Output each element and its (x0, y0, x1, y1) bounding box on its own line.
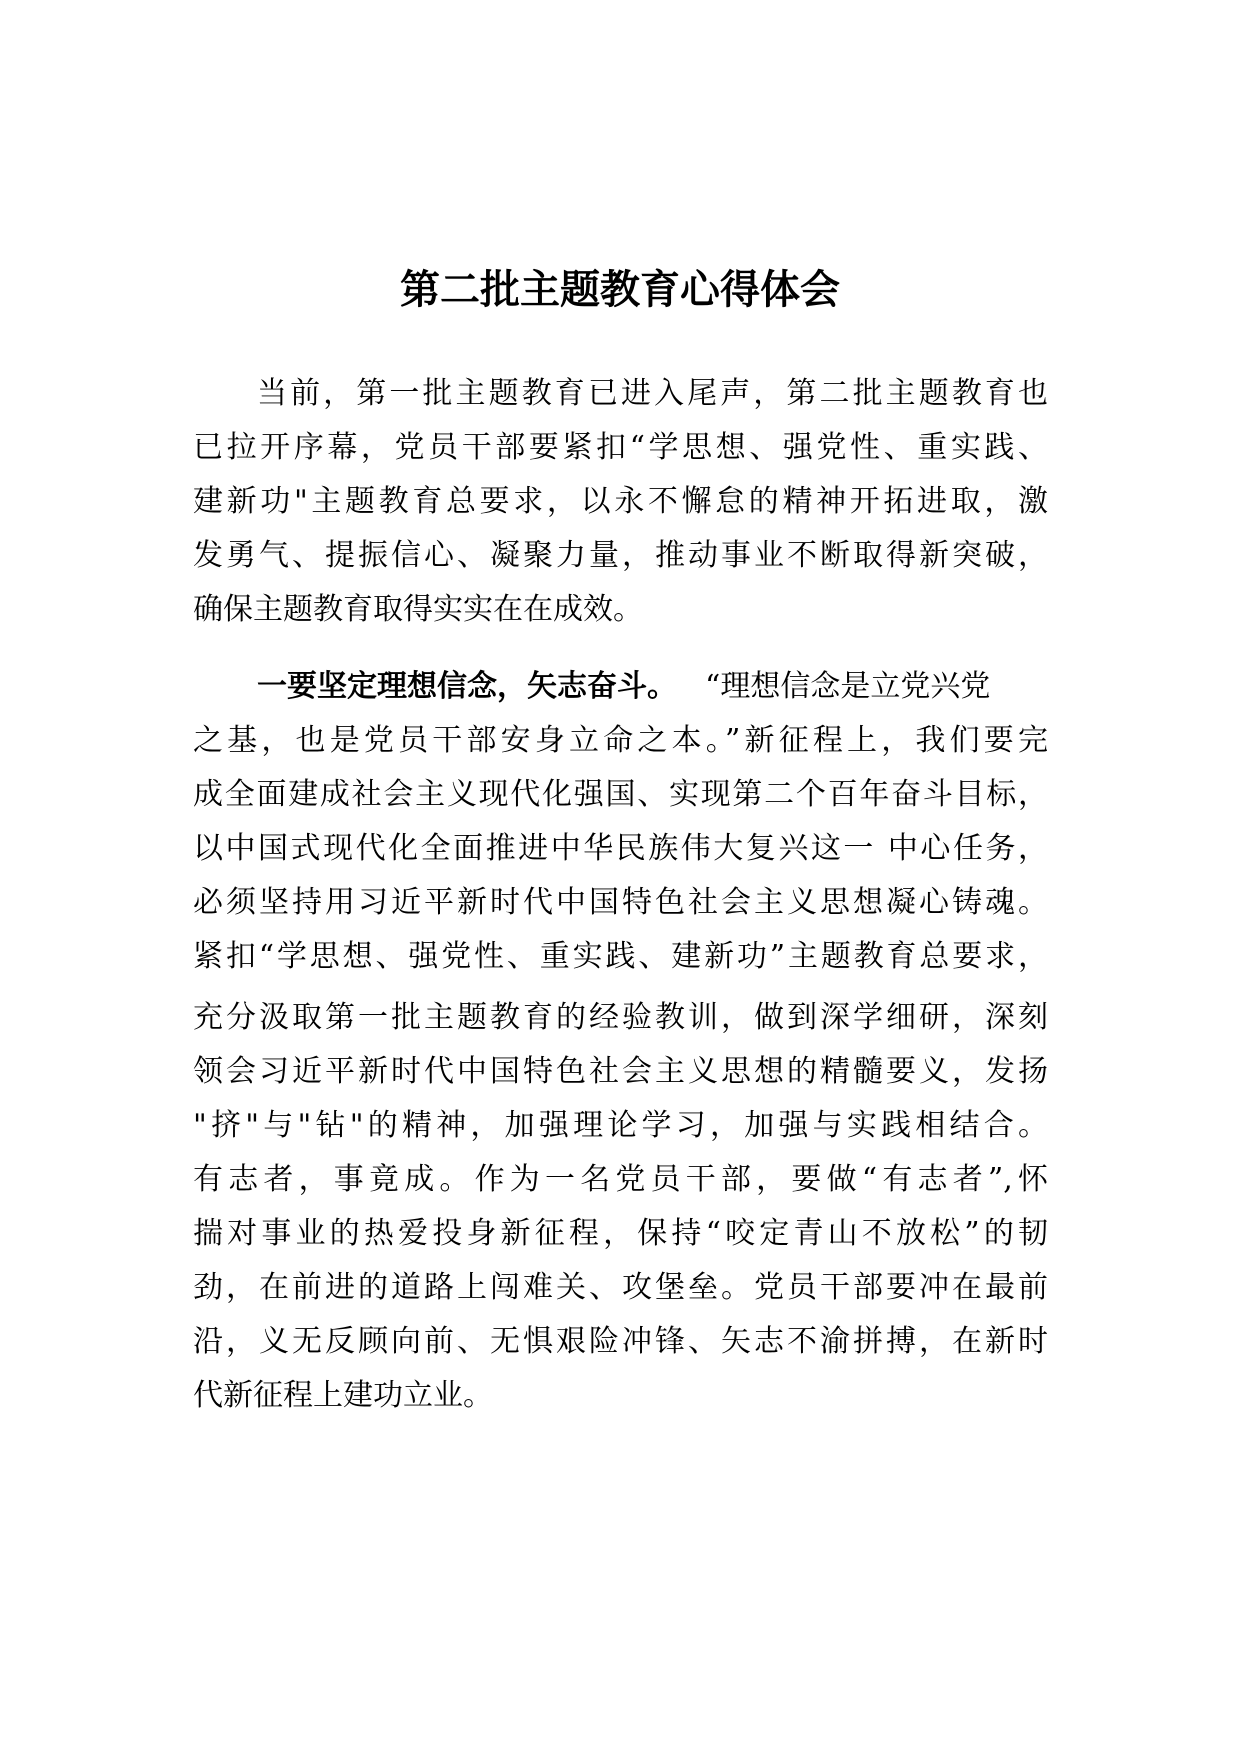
paragraph-1-line-5: 确保主题教育取得实实在在成效。 (193, 592, 643, 627)
paragraph-2-line-1 (257, 660, 1048, 714)
paragraph-2-line-10: 有志者，事竟成。作为一名党员干部，要做“有志者”,怀 (193, 1162, 1048, 1197)
paragraph-2-line-3: 成全面建成社会主义现代化强国、实现第二个百年奋斗目标， (193, 777, 1048, 812)
paragraph-2-line-9: "挤"与"钻"的精神，加强理论学习，加强与实践相结合。 (193, 1108, 1048, 1143)
paragraph-2-line-11: 揣对事业的热爱投身新征程，保持“咬定青山不放松”的韧 (193, 1216, 1048, 1251)
paragraph-2-line-14: 代新征程上建功立业。 (193, 1378, 493, 1413)
paragraph-2-line-2: 之基，也是党员干部安身立命之本。”新征程上，我们要完 (193, 723, 1048, 758)
paragraph-1-line-1: 当前，第一批主题教育已进入尾声，第二批主题教育也 (257, 376, 1048, 411)
paragraph-2-line-12: 劲，在前进的道路上闯难关、攻堡垒。党员干部要冲在最前 (193, 1270, 1048, 1305)
paragraph-2-line-5: 必须坚持用习近平新时代中国特色社会主义思想凝心铸魂。 (193, 885, 1048, 920)
paragraph-1-line-3: 建新功"主题教育总要求，以永不懈怠的精神开拓进取，激 (193, 484, 1048, 519)
paragraph-1-line-4: 发勇气、提振信心、凝聚力量，推动事业不断取得新突破， (193, 538, 1048, 573)
paragraph-2-line-6: 紧扣“学思想、强党性、重实践、建新功”主题教育总要求， (193, 939, 1048, 974)
paragraph-2-line-7: 充分汲取第一批主题教育的经验教训，做到深学细研，深刻 (193, 1000, 1048, 1035)
paragraph-2-line-13: 沿，义无反顾向前、无惧艰险冲锋、矢志不渝拼搏，在新时 (193, 1324, 1048, 1359)
document-title: 第二批主题教育心得体会 (400, 267, 840, 313)
paragraph-2-lead: 一要坚定理想信念，矢志奋斗。 (257, 669, 677, 704)
paragraph-2-line-1-text: “理想信念是立党兴党 (705, 669, 991, 704)
paragraph-1-line-2: 已拉开序幕，党员干部要紧扣“学思想、强党性、重实践、 (193, 430, 1048, 465)
paragraph-2-line-4: 以中国式现代化全面推进中华民族伟大复兴这一 中心任务， (193, 831, 1048, 866)
paragraph-2-line-8: 领会习近平新时代中国特色社会主义思想的精髓要义，发扬 (193, 1054, 1048, 1089)
